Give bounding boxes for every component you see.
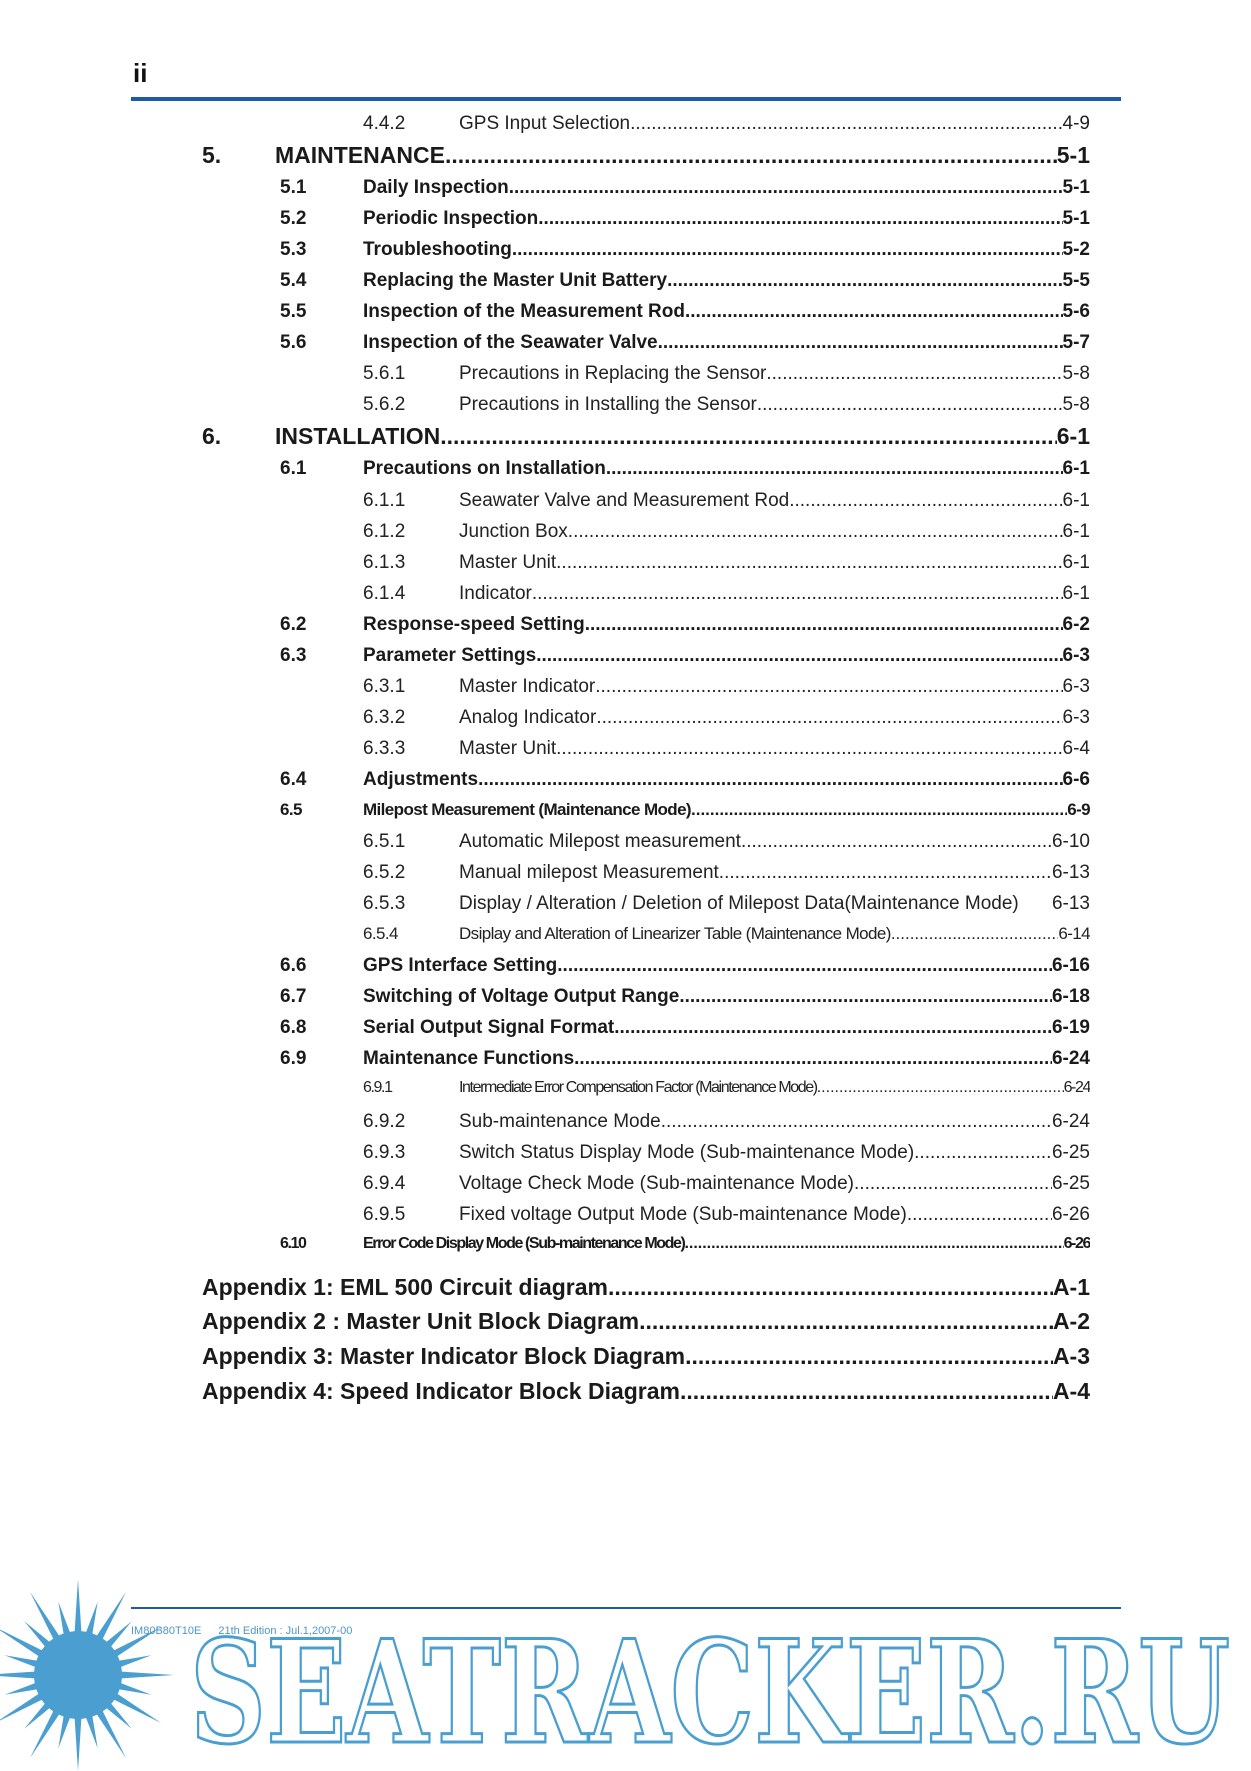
toc-entry-page: 5-1 [1062, 177, 1090, 199]
toc-entry [280, 1235, 1090, 1253]
toc-entry-title: Automatic Milepost measurement [459, 831, 741, 853]
toc-entry-title: Maintenance Functions [363, 1048, 575, 1070]
dot-leader [595, 676, 1062, 698]
toc-entry-page: 5-8 [1062, 363, 1090, 385]
toc-entry [363, 676, 1090, 698]
dot-leader [766, 363, 1062, 385]
dot-leader [680, 1378, 1053, 1405]
dot-leader [741, 831, 1052, 853]
sun-ray [95, 1592, 126, 1642]
sun-ray [0, 1692, 45, 1723]
toc-entry-title: INSTALLATION [275, 423, 441, 450]
appendix-entry [202, 1343, 1090, 1370]
toc-entry-page: 6-3 [1062, 706, 1090, 728]
dot-leader [538, 208, 1062, 230]
toc-entry-title: Voltage Check Mode (Sub-maintenance Mode) [459, 1172, 855, 1194]
toc-entry-title: Display / Alteration / Deletion of Milepost Data(Maintenance Mode) [459, 893, 1019, 915]
toc-entry-number: 6.9.5 [363, 1203, 406, 1225]
toc-entry [363, 707, 1090, 729]
toc-entry-title: Seawater Valve and Measurement Rod [459, 489, 790, 511]
toc-entry [363, 1173, 1090, 1195]
toc-entry [280, 769, 1090, 791]
toc-entry-number: 6.6 [280, 955, 307, 977]
toc-entry-title: Appendix 2 : Master Unit Block Diagram [202, 1308, 640, 1335]
toc-entry-page: 6-24 [1051, 1048, 1090, 1070]
toc-entry-number: 5.1 [280, 177, 307, 199]
dot-leader [630, 113, 1062, 135]
toc-entry-number: 5.6.2 [363, 394, 406, 416]
toc-entry-page: 5-2 [1062, 239, 1090, 261]
dot-leader [440, 423, 1057, 450]
toc-entry-number: 6.1.3 [363, 551, 406, 573]
toc-entry [363, 862, 1090, 884]
toc-entry-page: A-4 [1052, 1377, 1090, 1404]
dot-leader [679, 986, 1052, 1008]
appendix-entry [202, 1308, 1090, 1335]
sun-ray [74, 1715, 81, 1771]
toc-entry-page: 6-1 [1062, 520, 1090, 542]
toc-entry-number: 5. [202, 142, 222, 169]
toc-entry-title: GPS Input Selection [459, 113, 631, 134]
sun-logo-icon [0, 1580, 200, 1771]
dot-leader [478, 769, 1062, 791]
dot-leader [661, 1111, 1052, 1133]
toc-entry-title: Dsiplay and Alteration of Linearizer Table (Maintenance Mode) [459, 924, 891, 944]
toc-entry [202, 423, 1090, 450]
toc-entry-title: Appendix 1: EML 500 Circuit diagram [202, 1273, 609, 1300]
toc-entry-title: Master Unit [459, 551, 557, 573]
toc-entry-page: 6-9 [1067, 800, 1090, 819]
dot-leader [568, 521, 1063, 543]
dot-leader [532, 583, 1063, 605]
toc-entry-page: 6-16 [1051, 955, 1090, 977]
toc-entry [280, 270, 1090, 292]
dot-leader [891, 924, 1059, 944]
toc-entry-page: A-2 [1052, 1308, 1090, 1335]
toc-entry [280, 239, 1090, 261]
toc-entry-title: Switching of Voltage Output Range [363, 986, 680, 1008]
watermark-logo [190, 1618, 1240, 1768]
dot-leader [789, 490, 1062, 512]
sun-ray [74, 1580, 81, 1635]
dot-leader [907, 1204, 1052, 1226]
toc-entry-number: 6.5.2 [363, 862, 406, 884]
toc-entry [363, 363, 1090, 385]
toc-entry-page: 6-10 [1051, 831, 1090, 853]
dot-leader [536, 645, 1062, 667]
toc-entry-number: 6.3.3 [363, 737, 406, 759]
sun-ray [111, 1692, 161, 1723]
toc-entry-page: 6-24 [1063, 1079, 1090, 1097]
document-id: IM80B80T10E [131, 1625, 202, 1637]
toc-entry-title: Manual milepost Measurement [459, 862, 719, 884]
toc-entry-title: Precautions in Replacing the Sensor [459, 363, 767, 385]
toc-entry-title: MAINTENANCE [275, 142, 445, 169]
toc-entry-page: 6-25 [1051, 1172, 1090, 1194]
appendix-entry [202, 1274, 1090, 1301]
toc-entry-number: 6.1.4 [363, 582, 406, 604]
toc-entry-title: Troubleshooting [363, 239, 512, 261]
toc-entry-number: 6.4 [280, 768, 307, 790]
toc-entry-title: Daily Inspection [363, 177, 509, 199]
toc-entry-number: 6.9.3 [363, 1141, 406, 1163]
toc-entry-number: 5.2 [280, 208, 307, 230]
dot-leader [445, 142, 1057, 169]
toc-entry [280, 1017, 1090, 1039]
toc-entry-page: 6-1 [1062, 551, 1090, 573]
toc-entry [363, 490, 1090, 512]
toc-entry-number: 6.5.3 [363, 893, 406, 915]
toc-entry-title: Switch Status Display Mode (Sub-maintenance Mode) [459, 1141, 915, 1163]
toc-entry [280, 458, 1090, 480]
toc-entry [363, 1079, 1090, 1097]
toc-entry-page: 6-3 [1062, 675, 1090, 697]
toc-entry [280, 614, 1090, 636]
toc-entry [280, 332, 1090, 354]
dot-leader [608, 1274, 1053, 1301]
toc-entry-title: Intermediate Error Compensation Factor (Maintenance Mode) [459, 1079, 817, 1097]
header-rule [131, 97, 1121, 101]
dot-leader [691, 800, 1067, 820]
dot-leader [596, 707, 1062, 729]
edition-info: 21th Edition : Jul.1,2007-00 [218, 1625, 353, 1637]
toc-entry-page: 6-13 [1051, 862, 1090, 884]
dot-leader [556, 738, 1062, 760]
toc-entry-title: Inspection of the Measurement Rod [363, 301, 685, 323]
sun-ray [95, 1708, 126, 1758]
dot-leader [585, 614, 1063, 636]
toc-entry [363, 552, 1090, 574]
toc-entry-title: Master Unit [459, 737, 557, 759]
dot-leader [719, 862, 1052, 884]
toc-entry [280, 1048, 1090, 1070]
dot-leader [685, 1343, 1053, 1370]
toc-entry-number: 6.3 [280, 644, 307, 666]
sun-ray [118, 1671, 174, 1678]
toc-entry-page: 6-26 [1063, 1234, 1090, 1252]
toc-entry-number: 5.4 [280, 270, 307, 292]
toc-entry-page: 6-1 [1062, 582, 1090, 604]
dot-leader [512, 239, 1063, 261]
toc-entry-number: 6.1.2 [363, 520, 406, 542]
toc-entry-title: Precautions on Installation [363, 458, 606, 480]
toc-entry-number: 6.10 [280, 1234, 306, 1252]
toc-entry-page: A-3 [1052, 1343, 1090, 1370]
toc-entry-number: 6.5.1 [363, 831, 406, 853]
toc-entry-title: Periodic Inspection [363, 208, 539, 230]
toc-entry [280, 301, 1090, 323]
toc-entry-number: 6.1 [280, 458, 307, 480]
toc-entry [280, 177, 1090, 199]
sun-ray [0, 1627, 45, 1658]
toc-entry [363, 893, 1090, 915]
toc-entry [280, 986, 1090, 1008]
toc-entry-page: 6-18 [1051, 986, 1090, 1008]
toc-entry [363, 924, 1090, 944]
toc-entry-title: Fixed voltage Output Mode (Sub-maintenance Mode) [459, 1203, 907, 1225]
toc-entry-title: Indicator [459, 582, 532, 604]
dot-leader [639, 1308, 1053, 1335]
toc-entry-number: 5.6.1 [363, 363, 406, 385]
toc-entry-number: 6.7 [280, 986, 307, 1008]
toc-entry-title: Appendix 3: Master Indicator Block Diagram [202, 1343, 686, 1370]
toc-entry-title: Error Code Display Mode (Sub-maintenance Mode) [363, 1234, 685, 1252]
footer-rule [131, 1607, 1121, 1609]
dot-leader [667, 270, 1062, 292]
toc-entry [363, 583, 1090, 605]
sun-ray [30, 1592, 61, 1642]
toc-entry-title: Serial Output Signal Format [363, 1017, 615, 1039]
toc-entry-title: GPS Interface Setting [363, 955, 558, 977]
toc-entry-page: 6-24 [1051, 1110, 1090, 1132]
toc-entry-title: Analog Indicator [459, 706, 597, 728]
dot-leader [557, 955, 1052, 977]
toc-entry [363, 1111, 1090, 1133]
toc-entry-number: 6. [202, 423, 222, 450]
dot-leader [817, 1079, 1064, 1097]
toc-entry-page: 6-1 [1056, 423, 1090, 450]
toc-entry-number: 5.5 [280, 301, 307, 323]
toc-entry-title: Response-speed Setting [363, 613, 585, 635]
toc-entry [363, 1142, 1090, 1164]
toc-entry [363, 113, 1090, 135]
dot-leader [509, 177, 1063, 199]
toc-entry-page: 6-19 [1051, 1017, 1090, 1039]
watermark-text: SEATRACKER.RU [190, 1618, 1230, 1768]
toc-entry-page: 4-9 [1062, 113, 1090, 134]
toc-entry-title: Master Indicator [459, 675, 596, 697]
toc-entry-number: 5.6 [280, 332, 307, 354]
toc-entry-page: 6-1 [1062, 458, 1090, 480]
toc-entry [363, 738, 1090, 760]
toc-entry-page: 6-4 [1062, 737, 1090, 759]
appendix-entry [202, 1378, 1090, 1405]
toc-entry [363, 394, 1090, 416]
dot-leader [854, 1173, 1052, 1195]
toc-entry-number: 6.9.2 [363, 1110, 406, 1132]
toc-entry-title: Parameter Settings [363, 644, 537, 666]
toc-entry-page: 5-7 [1062, 332, 1090, 354]
toc-entry-page: 5-8 [1062, 394, 1090, 416]
sun-ray [30, 1708, 61, 1758]
page-number: ii [133, 58, 148, 88]
toc-entry [280, 208, 1090, 230]
toc-entry-page: 5-5 [1062, 270, 1090, 292]
toc-entry-title: Precautions in Installing the Sensor [459, 394, 757, 416]
toc-entry-title: Adjustments [363, 768, 479, 790]
toc-entry [202, 142, 1090, 169]
toc-entry-number: 5.3 [280, 239, 307, 261]
toc-entry-page: 6-13 [1051, 893, 1090, 915]
toc-entry-number: 6.5 [280, 800, 302, 819]
dot-leader [556, 552, 1062, 574]
toc-entry-page: 5-1 [1056, 142, 1090, 169]
toc-entry-title: Milepost Measurement (Maintenance Mode) [363, 800, 691, 819]
toc-entry-page: 6-6 [1062, 768, 1090, 790]
toc-entry [363, 521, 1090, 543]
dot-leader [757, 394, 1063, 416]
toc-entry-number: 4.4.2 [363, 113, 406, 134]
toc-entry-page: 6-26 [1051, 1203, 1090, 1225]
toc-entry [280, 955, 1090, 977]
toc-entry-title: Appendix 4: Speed Indicator Block Diagram [202, 1377, 680, 1404]
toc-entry [280, 645, 1090, 667]
toc-entry [363, 831, 1090, 853]
toc-entry-title: Inspection of the Seawater Valve [363, 332, 658, 354]
toc-entry-title: Junction Box [459, 520, 568, 542]
toc-entry-title: Replacing the Master Unit Battery [363, 270, 668, 292]
toc-entry [280, 800, 1090, 820]
toc-entry-number: 6.9 [280, 1048, 307, 1070]
toc-entry-page: 6-3 [1062, 644, 1090, 666]
dot-leader [606, 458, 1063, 480]
toc-entry-number: 6.9.1 [363, 1079, 392, 1097]
sun-ray [0, 1671, 38, 1678]
dot-leader [614, 1017, 1052, 1039]
toc-entry-page: A-1 [1052, 1273, 1090, 1300]
toc-entry-page: 6-25 [1051, 1141, 1090, 1163]
toc-entry-number: 6.3.1 [363, 675, 406, 697]
toc-entry [363, 1204, 1090, 1226]
toc-entry-title: Sub-maintenance Mode [459, 1110, 661, 1132]
toc-entry-number: 6.9.4 [363, 1172, 406, 1194]
toc-entry-number: 6.3.2 [363, 706, 406, 728]
toc-entry-page: 6-1 [1062, 489, 1090, 511]
dot-leader [574, 1048, 1052, 1070]
toc-entry-number: 6.5.4 [363, 924, 398, 944]
toc-entry-number: 6.8 [280, 1017, 307, 1039]
dot-leader [685, 301, 1063, 323]
toc-entry-page: 6-2 [1062, 613, 1090, 635]
toc-entry-number: 6.2 [280, 613, 307, 635]
dot-leader [914, 1142, 1052, 1164]
dot-leader [658, 332, 1063, 354]
toc-entry-page: 6-14 [1058, 924, 1090, 944]
dot-leader [684, 1235, 1063, 1253]
toc-entry-page: 5-6 [1062, 301, 1090, 323]
toc-entry-page: 5-1 [1062, 208, 1090, 230]
toc-entry-number: 6.1.1 [363, 489, 406, 511]
